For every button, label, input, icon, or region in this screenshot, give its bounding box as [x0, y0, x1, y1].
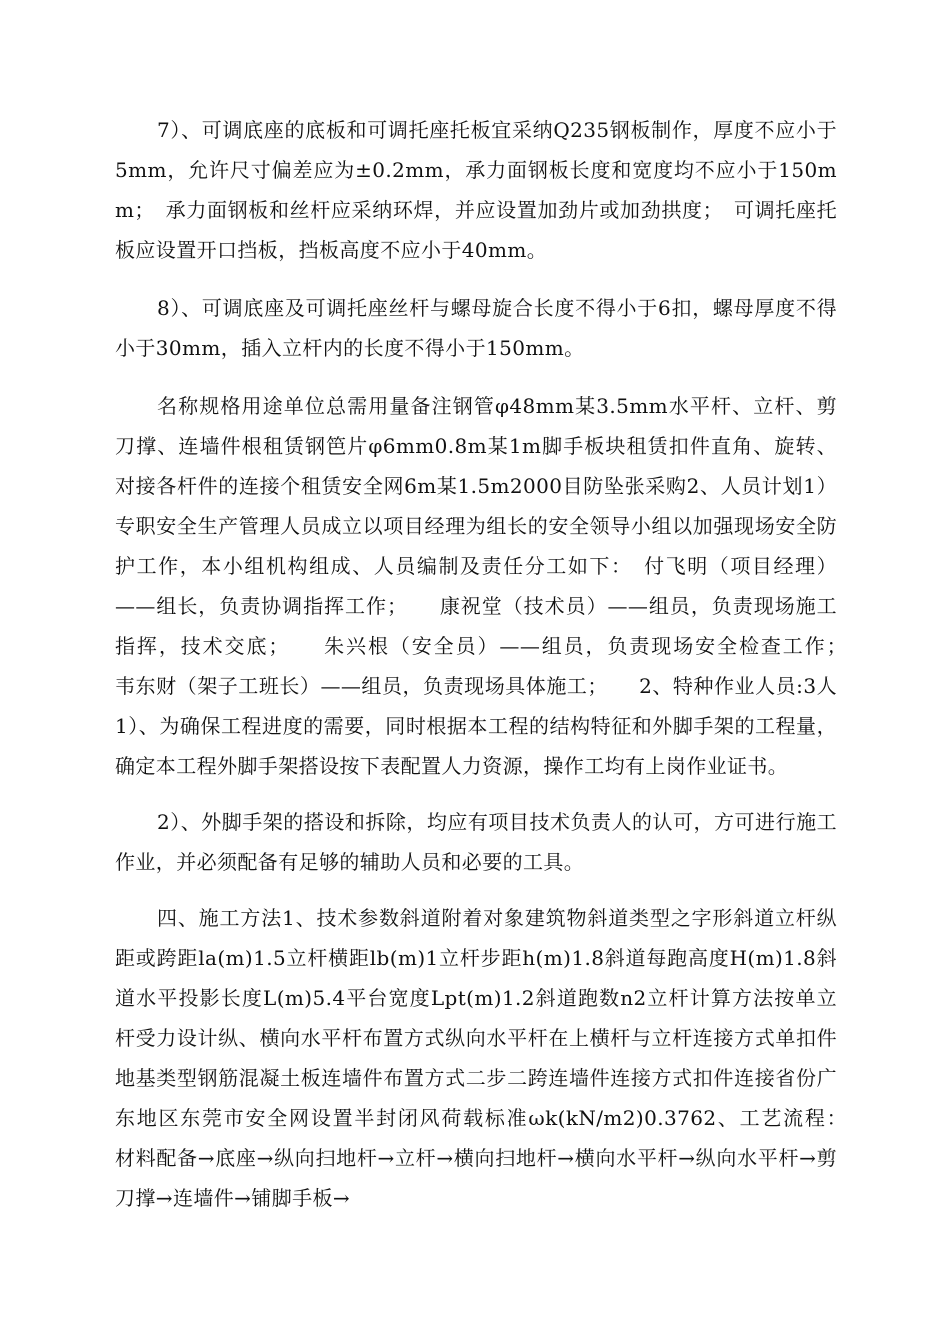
paragraph-materials-personnel: 名称规格用途单位总需用量备注钢管φ48mm某3.5mm水平杆、立杆、剪刀撑、连墙件根租赁钢笆片φ6mm0.8m某1m脚手板块租赁扣件直角、旋转、对接各杆件的连接个租赁安全网6m某1.5m2000目防坠张采购2、人员计划1）专职安全生产管理人员成立以项目经理为组长的安全领导小组以加强现场安全防护工作，本小组机构组成、人员编制及责任分工如下： 付飞明（项目经理）——组长，负责协调指挥工作； 康祝堂（技术员）——组员，负责现场施工指挥，技术交底； 朱兴根（安全员）——组员，负责现场安全检查工作； 韦东财（架子工班长）——组员，负责现场具体施工； 2、特种作业人员:3人1）、为确保工程进度的需要，同时根据本工程的结构特征和外脚手架的工程量，确定本工程外脚手架搭设按下表配置人力资源，操作工均有上岗作业证书。 [115, 394, 878, 778]
paragraph-approval: 2）、外脚手架的搭设和拆除，均应有项目技术负责人的认可，方可进行施工作业，并必须配备有足够的辅助人员和必要的工具。 [115, 810, 837, 874]
paragraph-screw-nut: 8）、可调底座及可调托座丝杆与螺母旋合长度不得小于6扣，螺母厚度不得小于30mm，插入立杆内的长度不得小于150mm。 [115, 296, 837, 360]
paragraph-construction-method: 四、施工方法1、技术参数斜道附着对象建筑物斜道类型之字形斜道立杆纵距或跨距la(m)1.5立杆横距lb(m)1立杆步距h(m)1.8斜道每跑高度H(m)1.8斜道水平投影长度L(m)5.4平台宽度Lpt(m)1.2斜道跑数n2立杆计算方法按单立杆受力设计纵、横向水平杆布置方式纵向水平杆在上横杆与立杆连接方式单扣件地基类型钢筋混凝土板连墙件布置方式二步二跨连墙件连接方式扣件连接省份广东地区东莞市安全网设置半封闭风荷载标准ωk(kN/m2)0.3762、工艺流程： 材料配备→底座→纵向扫地杆→立杆→横向扫地杆→横向水平杆→纵向水平杆→剪刀撑→连墙件→铺脚手板→ [115, 906, 858, 1210]
document-body [115, 110, 878, 1236]
paragraph-base-plate: 7）、可调底座的底板和可调托座托板宜采纳Q235钢板制作，厚度不应小于5mm，允许尺寸偏差应为±0.2mm，承力面钢板长度和宽度均不应小于150mm； 承力面钢板和丝杆应采纳环焊，并应设置加劲片或加劲拱度； 可调托座托板应设置开口挡板，挡板高度不应小于40mm。 [115, 118, 837, 262]
